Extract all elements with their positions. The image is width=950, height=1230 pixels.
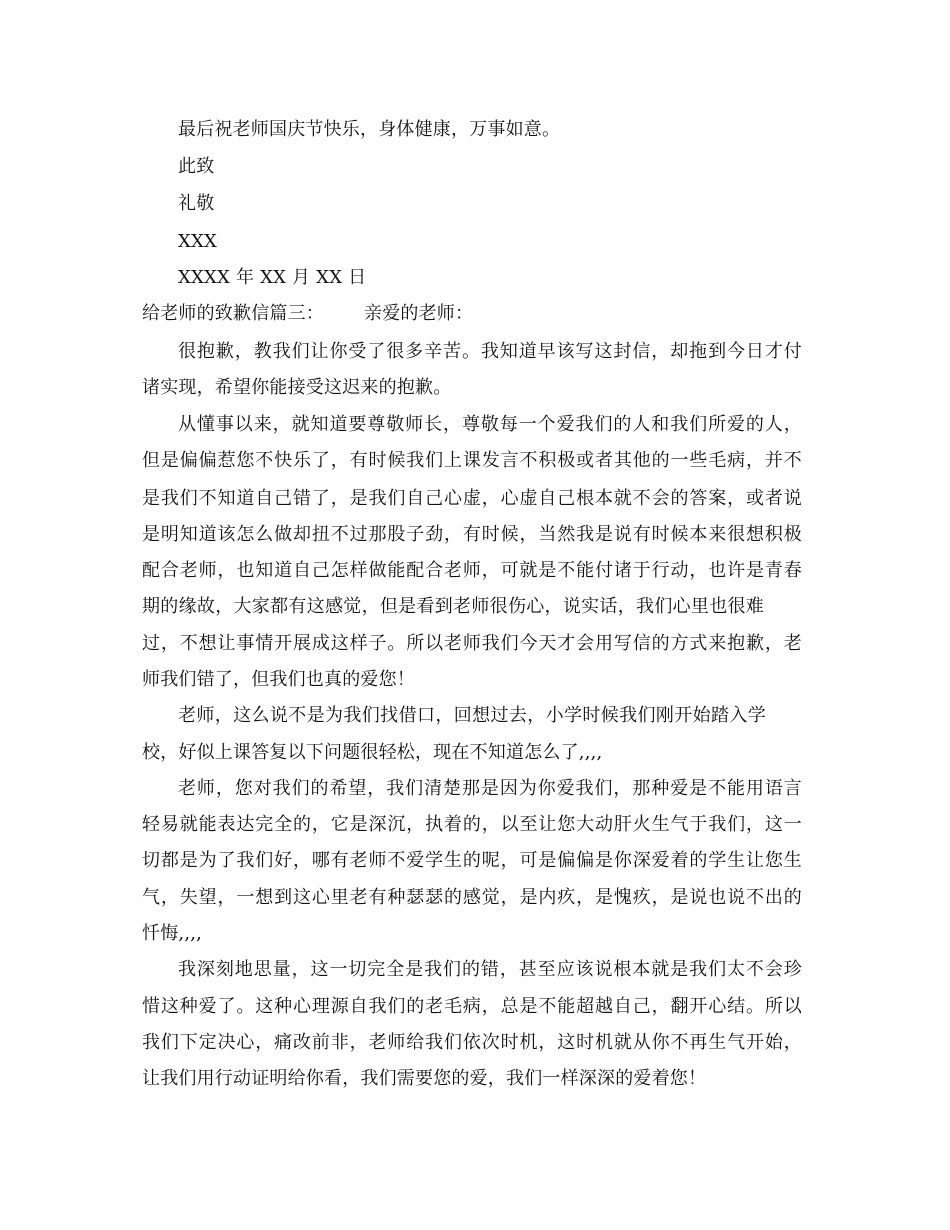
letter-line: 期的缘故，大家都有这感觉，但是看到老师很伤心，说实话，我们心里也很难 — [142, 596, 764, 617]
letter-line: 过，不想让事情开展成这样子。所以老师我们今天才会用写信的方式来抱歉，老 — [142, 633, 802, 654]
letter-line: 切都是为了我们好，哪有老师不爱学生的呢，可是偏偏是你深爱着的学生让您生 — [142, 850, 802, 871]
letter-line: 很抱歉，教我们让你受了很多辛苦。我知道早该写这封信，却拖到今日才付 — [178, 341, 802, 362]
letter-line: 诸实现，希望你能接受这迟来的抱歉。 — [142, 377, 452, 398]
letter-line: 轻易就能表达完全的，它是深沉，执着的，以至让您大动肝火生气于我们，这一 — [142, 814, 802, 835]
letter-line: 让我们用行动证明给你看，我们需要您的爱，我们一样深深的爱着您！ — [142, 1068, 707, 1089]
closing-wish: 最后祝老师国庆节快乐，身体健康，万事如意。 — [178, 119, 561, 140]
letter-line: 师我们错了，但我们也真的爱您！ — [142, 669, 415, 690]
letter-line: 校，好似上课答复以下问题很轻松，现在不知道怎么了,,,, — [142, 742, 603, 763]
letter-line: 从懂事以来，就知道要尊敬师长，尊敬每一个爱我们的人和我们所爱的人， — [178, 414, 802, 435]
closing-salutation-1: 此致 — [178, 156, 215, 177]
letter-line: 是明知道该怎么做却扭不过那股子劲，有时候，当然我是说有时候本来很想积极 — [142, 524, 802, 545]
letter-line: 忏悔,,,, — [142, 923, 203, 944]
letter-line: 是我们不知道自己错了，是我们自己心虚，心虚自己根本就不会的答案，或者说 — [142, 488, 802, 509]
letter-line: 配合老师，也知道自己怎样做能配合老师，可就是不能付诸于行动，也许是青春 — [142, 560, 802, 581]
letter-greeting: 亲爱的老师： — [364, 303, 474, 324]
letter-line: 我深刻地思量，这一切完全是我们的错，甚至应该说根本就是我们太不会珍 — [178, 959, 802, 980]
closing-signature: XXX — [178, 231, 218, 252]
letter-line: 惜这种爱了。这种心理源自我们的老毛病，总是不能超越自己，翻开心结。所以 — [142, 996, 802, 1017]
letter-line: 老师，您对我们的希望，我们清楚那是因为你爱我们，那种爱是不能用语言 — [178, 778, 802, 799]
letter-heading-row — [142, 301, 802, 327]
letter-line: 我们下定决心，痛改前非，老师给我们依次时机，这时机就从你不再生气开始， — [142, 1032, 802, 1053]
closing-salutation-2: 礼敬 — [178, 193, 215, 214]
closing-date: XXXX 年 XX 月 XX 日 — [178, 267, 367, 288]
letter-line: 气，失望，一想到这心里老有种瑟瑟的感觉，是内疚，是愧疚，是说也说不出的 — [142, 887, 802, 908]
letter-line: 老师，这么说不是为我们找借口，回想过去，小学时候我们刚开始踏入学 — [178, 705, 766, 726]
letter-heading: 给老师的致歉信篇三： — [142, 303, 324, 324]
letter-line: 但是偏偏惹您不快乐了，有时候我们上课发言不积极或者其他的一些毛病，并不 — [142, 450, 802, 471]
